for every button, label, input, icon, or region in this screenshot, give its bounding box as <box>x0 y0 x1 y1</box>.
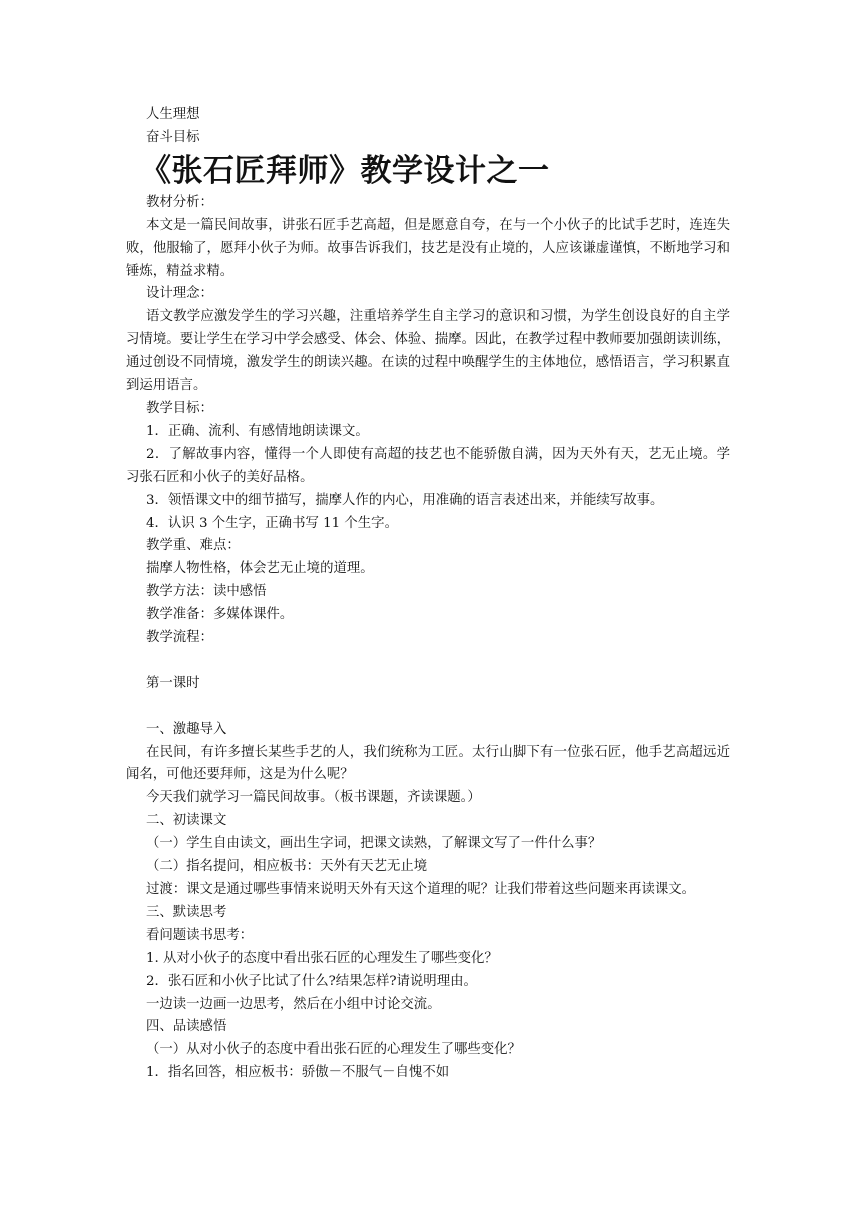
section-1-paragraph-2: 今天我们就学习一篇民间故事。（板书课题，齐读课题。） <box>146 790 481 806</box>
goal-item-1: 1．正确、流利、有感情地朗读课文。 <box>146 423 369 439</box>
concept-paragraph: 语文教学应激发学生的学习兴趣，注重培养学生自主学习的意识和习惯，为学生创设良好的自主学习情境。要让学生在学习中学会感受、体会、体验、揣摩。因此，在教学过程中教师要加强朗读训练，通过创设不同情境，激发学生的朗读兴趣。在读的过程中唤醒学生的主体地位，感悟语言，学习积累直到运用语言。 <box>126 309 730 394</box>
analysis-paragraph: 本文是一篇民间故事，讲张石匠手艺高超，但是愿意自夸，在与一个小伙子的比试手艺时，连连失败，他服输了，愿拜小伙子为师。故事告诉我们，技艺是没有止境的，人应该谦虚谨慎，不断地学习和锤炼，精益求精。 <box>126 217 730 279</box>
document-page <box>126 104 730 1085</box>
section-3-question-2: 2．张石匠和小伙子比试了什么?结果怎样?请说明理由。 <box>146 973 477 989</box>
section-4-heading: 四、品读感悟 <box>146 1019 227 1035</box>
blank-line <box>126 696 730 719</box>
section-3-tip: 一边读一边画一边思考，然后在小组中讨论交流。 <box>146 996 441 1012</box>
section-2-heading: 二、初读课文 <box>146 813 227 829</box>
goal-item-4: 4．认识 3 个生字，正确书写 11 个生字。 <box>146 515 398 531</box>
section-2-item-b: （二）指名提问，相应板书：天外有天艺无止境 <box>146 859 428 875</box>
section-2-item-a: （一）学生自由读文，画出生字词，把课文读熟，了解课文写了一件什么事？ <box>146 836 602 852</box>
section-3-heading: 三、默读思考 <box>146 904 227 920</box>
teaching-method: 教学方法：读中感悟 <box>146 584 267 600</box>
section-3-subheading: 看问题读书思考： <box>146 927 254 943</box>
section-1-paragraph-1: 在民间，有许多擅长某些手艺的人，我们统称为工匠。太行山脚下有一位张石匠，他手艺高超远近闻名，可他还要拜师，这是为什么呢？ <box>126 744 730 783</box>
lesson-heading: 第一课时 <box>146 675 200 691</box>
section-4-item-a: （一）从对小伙子的态度中看出张石匠的心理发生了哪些变化？ <box>146 1042 521 1058</box>
goals-heading: 教学目标： <box>146 400 213 416</box>
teaching-flow-heading: 教学流程： <box>146 630 213 646</box>
goal-item-2: 2．了解故事内容，懂得一个人即使有高超的技艺也不能骄傲自满，因为天外有天，艺无止境。学习张石匠和小伙子的美好品格。 <box>126 446 730 485</box>
header-line-1: 人生理想 <box>146 107 200 122</box>
key-points-heading: 教学重、难点： <box>146 538 240 554</box>
goal-item-3: 3．领悟课文中的细节描写，揣摩人作的内心，用准确的语言表述出来，并能续写故事。 <box>146 492 664 508</box>
key-points-body: 揣摩人物性格，体会艺无止境的道理。 <box>146 561 374 577</box>
header-line-2: 奋斗目标 <box>146 129 200 145</box>
section-2-transition: 过渡：课文是通过哪些事情来说明天外有天这个道理的呢？让我们带着这些问题来再读课文。 <box>146 881 696 897</box>
teaching-preparation: 教学准备：多媒体课件。 <box>146 607 294 623</box>
section-3-question-1: 1. 从对小伙子的态度中看出张石匠的心理发生了哪些变化？ <box>146 950 498 966</box>
section-4-item-a1: 1．指名回答，相应板书：骄傲－不服气－自愧不如 <box>146 1065 450 1081</box>
section-1-heading: 一、激趣导入 <box>146 721 227 737</box>
concept-heading: 设计理念： <box>146 286 213 302</box>
analysis-heading: 教材分析： <box>146 194 213 210</box>
blank-line <box>126 650 730 673</box>
document-title: 《张石匠拜师》教学设计之一 <box>140 152 550 189</box>
